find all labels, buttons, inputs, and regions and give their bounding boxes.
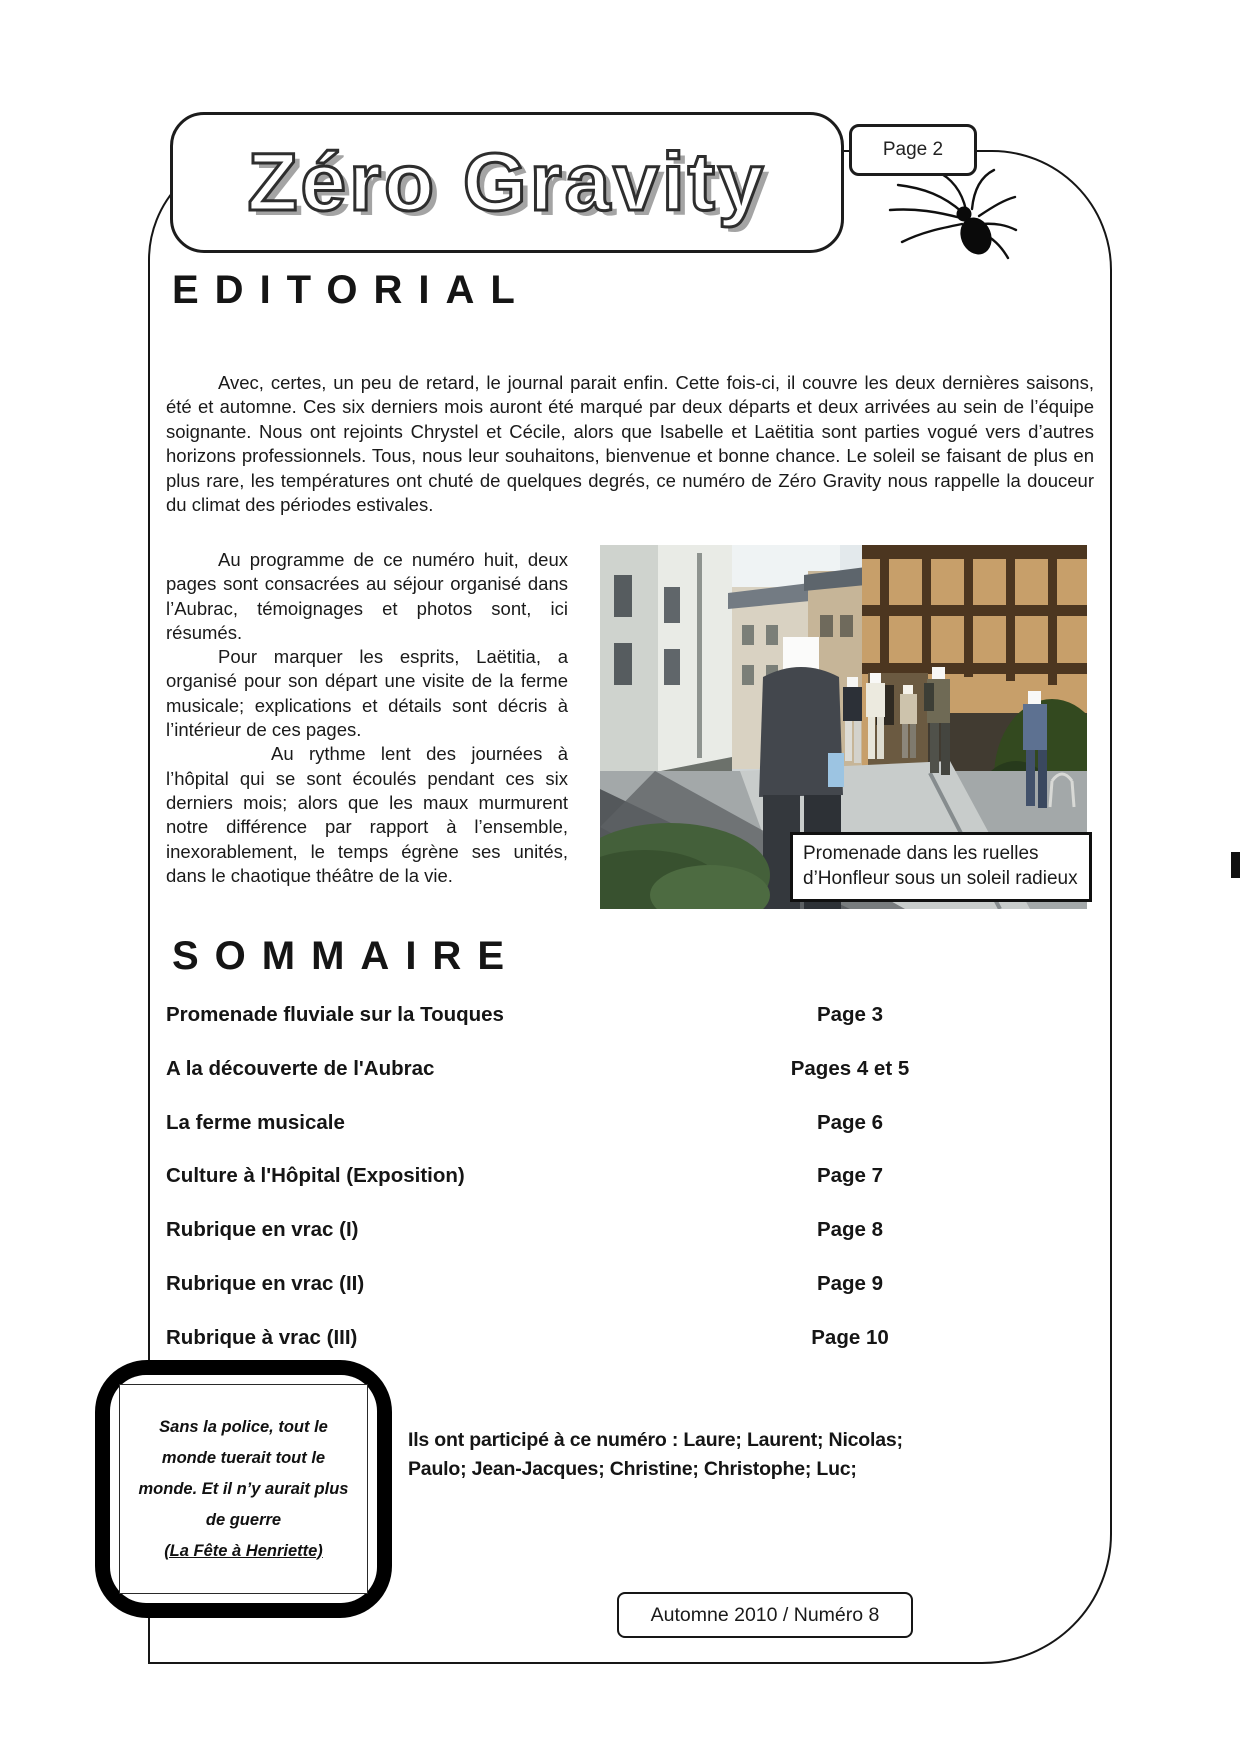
issue-box bbox=[617, 1592, 913, 1638]
toc-item-page: Page 6 bbox=[816, 1111, 884, 1134]
editorial-column bbox=[166, 548, 568, 888]
page-number-badge bbox=[849, 124, 977, 176]
contributors-text: Ils ont participé à ce numéro : Laure; Laurent; Nicolas; Paulo; Jean-Jacques; Christine; Christophe; Luc; bbox=[408, 1428, 903, 1480]
editorial-lead-paragraph: Avec, certes, un peu de retard, le journal parait enfin. Cette fois-ci, il couvre les deux dernières saisons, été et automne. Ces six derniers mois auront été marqué par deux départs et deux arrivées au sein de l’équipe soignante. Nous ont rejoints Chrystel et Cécile, alors que Isabelle et Laëtitia sont parties vogué vers d’autres horizons professionnels. Tous, nous leur souhaitons, bienvenue et bonne chance. Le soleil se faisant de plus en plus rare, les températures ont chuté de quelques degrés, ce numéro de Zéro Gravity nous rappelle la douceur du climat des périodes estivales. bbox=[166, 371, 1094, 515]
page-number-label: Page 2 bbox=[882, 139, 944, 160]
quote-text: Sans la police, tout le monde tuerait tout le monde. Et il n’y aurait plus de guerre bbox=[138, 1417, 349, 1529]
toc-item-page: Page 9 bbox=[816, 1272, 884, 1295]
newsletter-title: Zéro Gravity bbox=[247, 136, 767, 228]
toc-item-label: Rubrique à vrac (III) bbox=[166, 1326, 358, 1349]
editorial-column-paragraph-1: Au programme de ce numéro huit, deux pages sont consacrées au séjour organisé dans l’Aubrac, témoignages et photos sont, ici résumés. bbox=[166, 549, 568, 643]
toc-item-label: A la découverte de l'Aubrac bbox=[166, 1057, 435, 1080]
toc-item-label: Rubrique en vrac (I) bbox=[166, 1218, 359, 1241]
toc-item-label: Promenade fluviale sur la Touques bbox=[166, 1003, 504, 1026]
toc-item-page: Page 8 bbox=[816, 1218, 884, 1241]
photo-caption: Promenade dans les ruelles d’Honfleur sous un soleil radieux bbox=[790, 832, 1092, 902]
editorial-column-paragraph-2: Pour marquer les esprits, Laëtitia, a organisé pour son départ une visite de la ferme musicale; explications et détails sont décris à l’intérieur de ces pages. bbox=[166, 646, 568, 741]
toc-item-label: Rubrique en vrac (II) bbox=[166, 1272, 365, 1295]
toc-item-label: Culture à l'Hôpital (Exposition) bbox=[166, 1164, 465, 1187]
issue-label: Automne 2010 / Numéro 8 bbox=[650, 1603, 880, 1626]
masthead-logo-box bbox=[170, 112, 844, 253]
toc-item-page: Page 10 bbox=[811, 1326, 889, 1349]
toc-item-page: Page 3 bbox=[816, 1003, 884, 1026]
spider-icon bbox=[882, 166, 1018, 270]
toc-item-page: Page 7 bbox=[816, 1164, 884, 1187]
quote-box bbox=[95, 1360, 392, 1618]
quote-content bbox=[119, 1384, 368, 1594]
toc-item-label: La ferme musicale bbox=[166, 1111, 345, 1134]
editorial-column-paragraph-3: Au rythme lent des journées à l’hôpital qui se sont écoulés pendant ces six derniers mois; alors que les maux murmurent notre différence par rapport à l’ensemble, inexorablement, le temps égrène ses unités, dans le chaotique théâtre de la vie. bbox=[166, 743, 568, 886]
editorial-heading: EDITORIAL bbox=[172, 268, 531, 312]
toc-item-page: Pages 4 et 5 bbox=[790, 1057, 910, 1080]
scan-edge-mark bbox=[1231, 852, 1240, 878]
sommaire-heading: SOMMAIRE bbox=[172, 934, 520, 978]
quote-attribution: (La Fête à Henriette) bbox=[164, 1541, 323, 1560]
